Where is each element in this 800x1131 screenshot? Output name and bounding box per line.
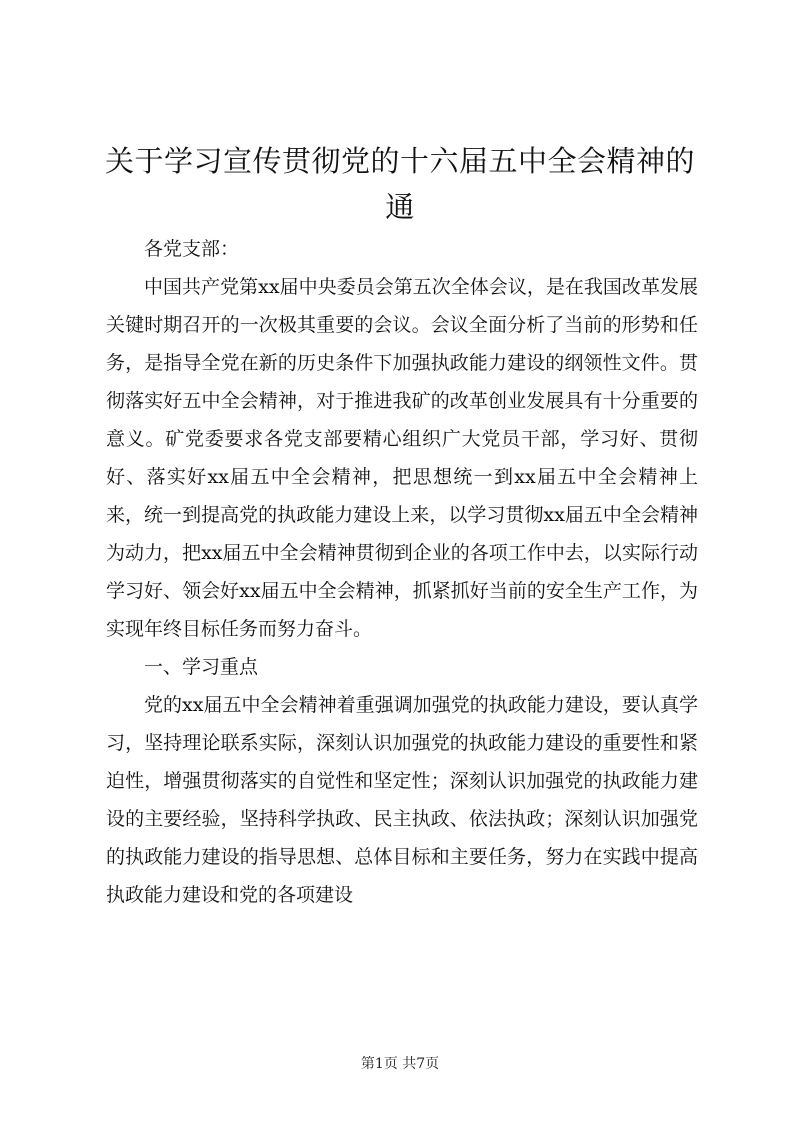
document-title: 关于学习宣传贯彻党的十六届五中全会精神的通: [104, 144, 695, 224]
section-heading-study-focus: 一、学习重点: [144, 656, 259, 678]
page-number-footer: 第1页 共7页: [360, 1056, 440, 1072]
document-body: [106, 230, 698, 914]
paragraph-study-focus: 党的xx届五中全会精神着重强调加强党的执政能力建设，要认真学习，坚持理论联系实际，深刻认识加强党的执政能力建设的重要性和紧迫性，增强贯彻落实的自觉性和坚定性；深刻认识加强党的执政能力建设的主要经验，坚持科学执政、民主执政、依法执政；深刻认识加强党的执政能力建设的指导思想、总体目标和主要任务，努力在实践中提高执政能力建设和党的各项建设: [106, 694, 698, 906]
paragraph-intro: 中国共产党第xx届中央委员会第五次全体会议，是在我国改革发展关键时期召开的一次极其重要的会议。会议全面分析了当前的形势和任务，是指导全党在新的历史条件下加强执政能力建设的纲领性文件。贯彻落实好五中全会精神，对于推进我矿的改革创业发展具有十分重要的意义。矿党委要求各党支部要精心组织广大党员干部，学习好、贯彻好、落实好xx届五中全会精神，把思想统一到xx届五中全会精神上来，统一到提高党的执政能力建设上来，以学习贯彻xx届五中全会精神为动力，把xx届五中全会精神贯彻到企业的各项工作中去，以实际行动学习好、领会好xx届五中全会精神，抓紧抓好当前的安全生产工作，为实现年终目标任务而努力奋斗。: [106, 276, 698, 640]
salutation: 各党支部：: [144, 238, 240, 260]
